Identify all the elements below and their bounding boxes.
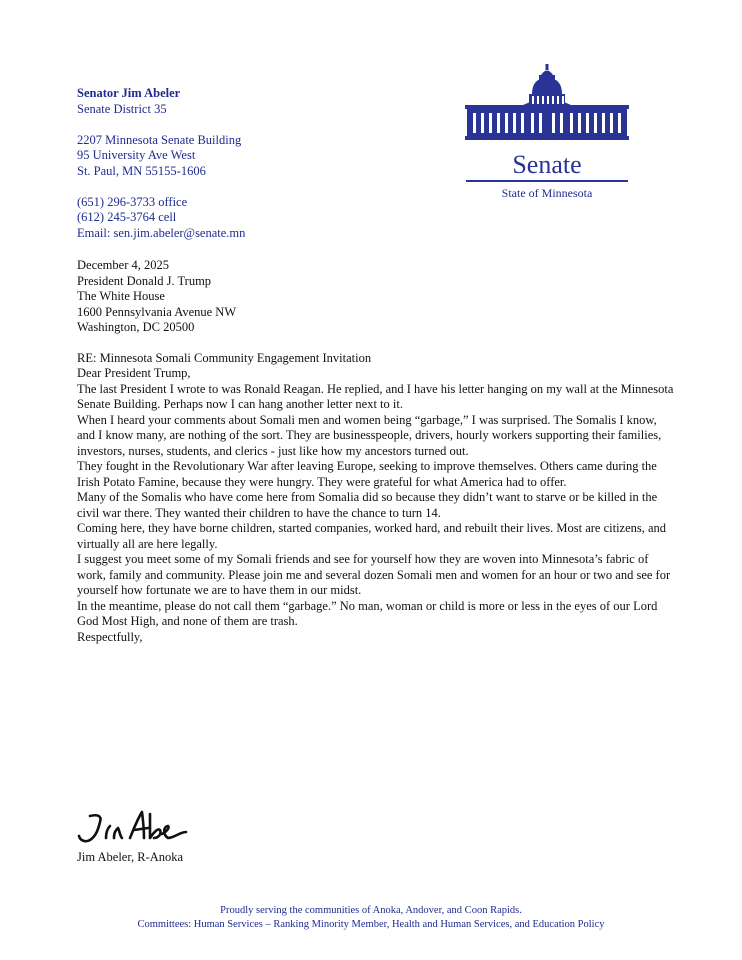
capitol-building-icon [465,64,629,142]
recipient-line: The White House [77,289,165,303]
body-paragraph: I suggest you meet some of my Somali friends and see for yourself how they are woven into Minnesota’s fabric of work, family and community. Please join me and several dozen Somali men and women for an hour or two and see for yourself how fortunate we are to have them in our midst. [77,552,671,597]
closing: Respectfully, [77,629,143,644]
sender-name: Senator Jim Abeler [77,86,181,100]
senate-seal [462,64,632,201]
recipient-line: Washington, DC 20500 [77,320,195,334]
sender-address-line-3: St. Paul, MN 55155-1606 [77,163,206,178]
recipient-address [77,274,675,336]
handwritten-signature [76,808,188,846]
sender-address-line-1: 2207 Minnesota Senate Building [77,132,242,147]
sender-email: Email: sen.jim.abeler@senate.mn [77,225,246,240]
footer-committees: Committees: Human Services – Ranking Minority Member, Health and Human Services, and Education Policy [137,919,605,930]
sender-phone-cell: (612) 245-3764 cell [77,210,177,224]
body-paragraph: Coming here, they have borne children, started companies, worked hard, and rebuilt their lives. Most are citizens, and virtually all are here legally. [77,521,667,551]
senate-subtitle: State of Minnesota [501,186,593,200]
footer-communities: Proudly serving the communities of Anoka, Andover, and Coon Rapids. [220,905,522,916]
senate-title: Senate [512,150,582,179]
body-paragraph: Many of the Somalis who have come here from Somalia did so because they didn’t want to starve or be killed in the civil war there. They wanted their children to have the chance to turn 14. [77,490,658,520]
sender-address-line-2: 95 University Ave West [77,148,196,162]
salutation: Dear President Trump, [77,366,191,380]
letter-body [77,258,675,645]
subject-line: RE: Minnesota Somali Community Engagement Invitation [77,350,372,365]
body-paragraph: The last President I wrote to was Ronald Reagan. He replied, and I have his letter hanging on my wall at the Minnesota Senate Building. Perhaps now I can hang another letter next to it. [77,381,674,411]
body-paragraph: In the meantime, please do not call them “garbage.” No man, woman or child is more or less in the eyes of our Lord God Most High, and none of them are trash. [77,598,658,628]
recipient-line: President Donald J. Trump [77,273,212,288]
signature-name: Jim Abeler, R-Anoka [77,850,184,864]
body-paragraph: When I heard your comments about Somali men and women being “garbage,” I was surprised. The Somalis I know, and I know many, are nothing of the sort. They are businesspeople, drivers, hourly workers supporting their families, investors, nurses, students, and clerics - just like how my ancestors turned out. [77,412,662,458]
seal-divider [466,180,628,182]
recipient-line: 1600 Pennsylvania Avenue NW [77,304,237,319]
footer [0,904,742,932]
body-paragraph: They fought in the Revolutionary War after leaving Europe, seeking to improve themselves. Others came during the Irish Potato Famine, because they were hungry. They were grateful for what America had to offer. [77,459,657,489]
sender-phone-office: (651) 296-3733 office [77,194,188,209]
sender-district: Senate District 35 [77,101,167,116]
letter-date: December 4, 2025 [77,258,169,272]
sender-block [77,86,245,241]
